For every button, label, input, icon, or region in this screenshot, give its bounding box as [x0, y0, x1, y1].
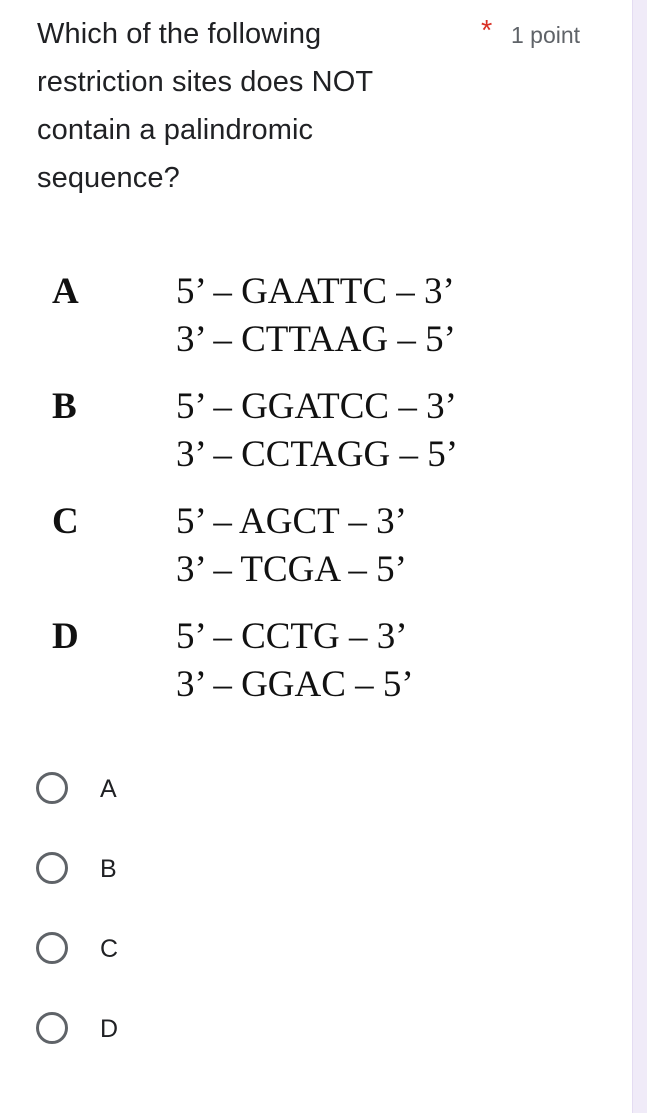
option-a[interactable]	[36, 770, 336, 810]
page-background-edge	[632, 0, 647, 1113]
site-strand-bottom: 3’ – GGAC – 5’	[176, 664, 414, 705]
site-letter: C	[52, 501, 79, 542]
radio-button[interactable]	[36, 1012, 68, 1044]
radio-button[interactable]	[36, 932, 68, 964]
site-strand-top: 5’ – AGCT – 3’	[176, 501, 407, 542]
site-strand-top: 5’ – GGATCC – 3’	[176, 386, 457, 427]
option-c[interactable]	[36, 930, 336, 970]
restriction-sites-image	[0, 262, 632, 722]
option-label: C	[100, 935, 119, 963]
site-row-c	[0, 492, 632, 602]
site-strand-bottom: 3’ – TCGA – 5’	[176, 549, 407, 590]
site-strand-bottom: 3’ – CTTAAG – 5’	[176, 319, 456, 360]
site-row-a	[0, 262, 632, 372]
site-strand-top: 5’ – GAATTC – 3’	[176, 271, 455, 312]
site-row-b	[0, 377, 632, 487]
radio-button[interactable]	[36, 852, 68, 884]
option-label: B	[100, 855, 117, 883]
site-letter: A	[52, 271, 79, 312]
radio-button[interactable]	[36, 772, 68, 804]
option-d[interactable]	[36, 1010, 336, 1050]
option-b[interactable]	[36, 850, 336, 890]
site-strand-top: 5’ – CCTG – 3’	[176, 616, 408, 657]
site-letter: B	[52, 386, 77, 427]
points-label: 1 point	[511, 22, 581, 48]
site-strand-bottom: 3’ – CCTAGG – 5’	[176, 434, 459, 475]
question-text: Which of the following restriction sites does NOT contain a palindromic sequence?	[37, 18, 373, 194]
option-label: A	[100, 775, 117, 803]
site-row-d	[0, 607, 632, 717]
required-marker: *	[481, 15, 493, 47]
site-letter: D	[52, 616, 79, 657]
option-label: D	[100, 1015, 119, 1043]
